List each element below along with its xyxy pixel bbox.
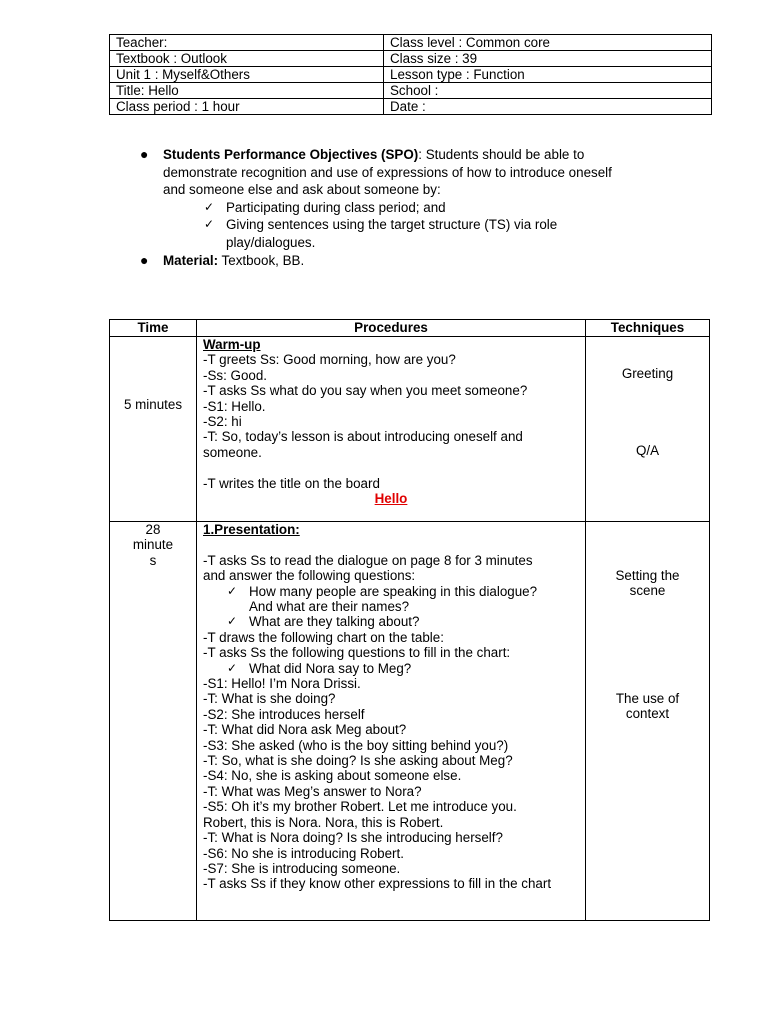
technique-setting-scene xyxy=(586,568,709,599)
title-cell: Title: Hello xyxy=(110,83,384,99)
procedure-line: and answer the following questions: xyxy=(203,568,416,584)
procedure-line: -S2: hi xyxy=(203,414,242,430)
blank-line xyxy=(203,537,579,552)
lesson-info-table xyxy=(109,34,712,115)
question-text: And what are their names? xyxy=(249,599,410,615)
class-period-cell: Class period : 1 hour xyxy=(110,99,384,115)
material-label: Material: xyxy=(163,252,219,268)
presentation-row xyxy=(110,522,710,921)
technique-greeting: Greeting xyxy=(621,366,674,381)
techniques-header: Techniques xyxy=(586,320,710,337)
unit-cell: Unit 1 : Myself&Others xyxy=(110,67,384,83)
technique-use-of-context xyxy=(586,691,709,722)
dialogue-line: -S7: She is introducing someone. xyxy=(203,860,401,876)
presentation-time-cell xyxy=(110,522,197,921)
info-row xyxy=(110,83,712,99)
dialogue-line: -T asks Ss if they know other expressions to fill in the chart xyxy=(203,876,552,892)
textbook-cell: Textbook : Outlook xyxy=(110,51,384,67)
procedure-line: -T draws the following chart on the table: xyxy=(203,629,444,645)
time-line: s xyxy=(149,552,157,568)
presentation-procedures-cell xyxy=(197,522,586,921)
dialogue-line: -S4: No, she is asking about someone else. xyxy=(203,768,462,784)
dialogue-line: -T: What did Nora ask Meg about? xyxy=(203,722,407,738)
dialogue-line: -T: What was Meg’s answer to Nora? xyxy=(203,783,422,799)
warmup-techniques-cell xyxy=(586,337,710,522)
question-item xyxy=(203,584,579,615)
technique-line: The use of xyxy=(615,691,680,706)
checkmark-icon: ✓ xyxy=(227,614,238,629)
material-bullet xyxy=(134,252,654,270)
dialogue-line: -S1: Hello! I’m Nora Drissi. xyxy=(203,676,361,692)
info-row xyxy=(110,35,712,51)
procedure-line: -S1: Hello. xyxy=(203,398,266,414)
question-text: What are they talking about? xyxy=(249,614,420,630)
teacher-cell: Teacher: xyxy=(110,35,384,51)
dialogue-line: -T: What is she doing? xyxy=(203,691,336,707)
technique-line: context xyxy=(625,706,670,722)
spo-label: Students Performance Objectives (SPO) xyxy=(163,147,419,162)
technique-qa: Q/A xyxy=(635,443,660,458)
warmup-time: 5 minutes xyxy=(123,397,183,412)
checkmark-icon: ✓ xyxy=(204,217,215,232)
table-header-row xyxy=(110,320,710,337)
material-text: Textbook, BB. xyxy=(218,252,305,268)
procedure-line: -T asks Ss the following questions to fill in the chart: xyxy=(203,645,511,661)
dialogue-line: -T: So, what is she doing? Is she asking about Meg? xyxy=(203,753,513,769)
spo-text: and someone else and ask about someone by: xyxy=(163,182,441,198)
presentation-techniques-cell xyxy=(586,522,710,921)
checkmark-icon: ✓ xyxy=(227,583,238,598)
warmup-procedures-cell xyxy=(197,337,586,522)
school-cell: School : xyxy=(384,83,712,99)
spo-check-item xyxy=(134,216,654,251)
objectives-section xyxy=(134,146,654,269)
spo-text: demonstrate recognition and use of expressions of how to introduce oneself xyxy=(163,164,612,180)
dialogue-line: Robert, this is Nora. Nora, this is Robert. xyxy=(203,814,444,830)
checkmark-icon: ✓ xyxy=(204,199,215,214)
time-line: 28 xyxy=(145,522,161,537)
warmup-row xyxy=(110,337,710,522)
lesson-type-cell: Lesson type : Function xyxy=(384,67,712,83)
time-header: Time xyxy=(110,320,197,337)
procedure-line: -T: So, today’s lesson is about introducing oneself and xyxy=(203,429,523,445)
dialogue-line: -T: What is Nora doing? Is she introducing herself? xyxy=(203,830,503,846)
spo-check-item xyxy=(134,199,654,217)
question-text: How many people are speaking in this dialogue? xyxy=(249,583,538,599)
question-item xyxy=(203,661,579,676)
class-level-cell: Class level : Common core xyxy=(384,35,712,51)
spo-bullet xyxy=(134,146,654,199)
board-title-hello: Hello xyxy=(374,491,408,507)
presentation-time xyxy=(110,522,196,568)
checkmark-icon: ✓ xyxy=(227,660,238,675)
warmup-time-cell xyxy=(110,337,197,522)
warmup-heading: Warm-up xyxy=(203,337,261,352)
procedures-header: Procedures xyxy=(197,320,586,337)
check-text: Giving sentences using the target structure (TS) via role xyxy=(226,217,558,233)
blank-line xyxy=(203,460,579,475)
class-size-cell: Class size : 39 xyxy=(384,51,712,67)
procedure-line: -T writes the title on the board xyxy=(203,475,380,491)
time-line: minute xyxy=(132,537,174,553)
info-row xyxy=(110,99,712,115)
dialogue-line: -S3: She asked (who is the boy sitting behind you?) xyxy=(203,737,509,753)
question-text: What did Nora say to Meg? xyxy=(249,660,412,676)
question-item xyxy=(203,614,579,629)
dialogue-line: -S5: Oh it’s my brother Robert. Let me introduce you. xyxy=(203,799,517,815)
procedure-line: -T asks Ss to read the dialogue on page 8 for 3 minutes xyxy=(203,552,533,568)
dialogue-line: -S2: She introduces herself xyxy=(203,706,365,722)
procedure-line: -T asks Ss what do you say when you meet someone? xyxy=(203,383,528,399)
procedure-line: -Ss: Good. xyxy=(203,367,268,383)
info-row xyxy=(110,67,712,83)
procedure-line: -T greets Ss: Good morning, how are you? xyxy=(203,352,456,368)
bullet-icon: ● xyxy=(140,251,149,268)
presentation-heading: 1.Presentation: xyxy=(203,522,300,537)
check-text: play/dialogues. xyxy=(226,234,316,250)
technique-line: Setting the xyxy=(615,568,680,583)
procedures-table xyxy=(109,319,710,921)
info-row xyxy=(110,51,712,67)
spo-text: : Students should be able to xyxy=(418,147,585,162)
bullet-icon: ● xyxy=(140,146,149,162)
procedure-line: someone. xyxy=(203,444,262,460)
dialogue-line: -S6: No she is introducing Robert. xyxy=(203,845,404,861)
technique-line: scene xyxy=(629,583,666,599)
check-text: Participating during class period; and xyxy=(226,199,446,215)
date-cell: Date : xyxy=(384,99,712,115)
